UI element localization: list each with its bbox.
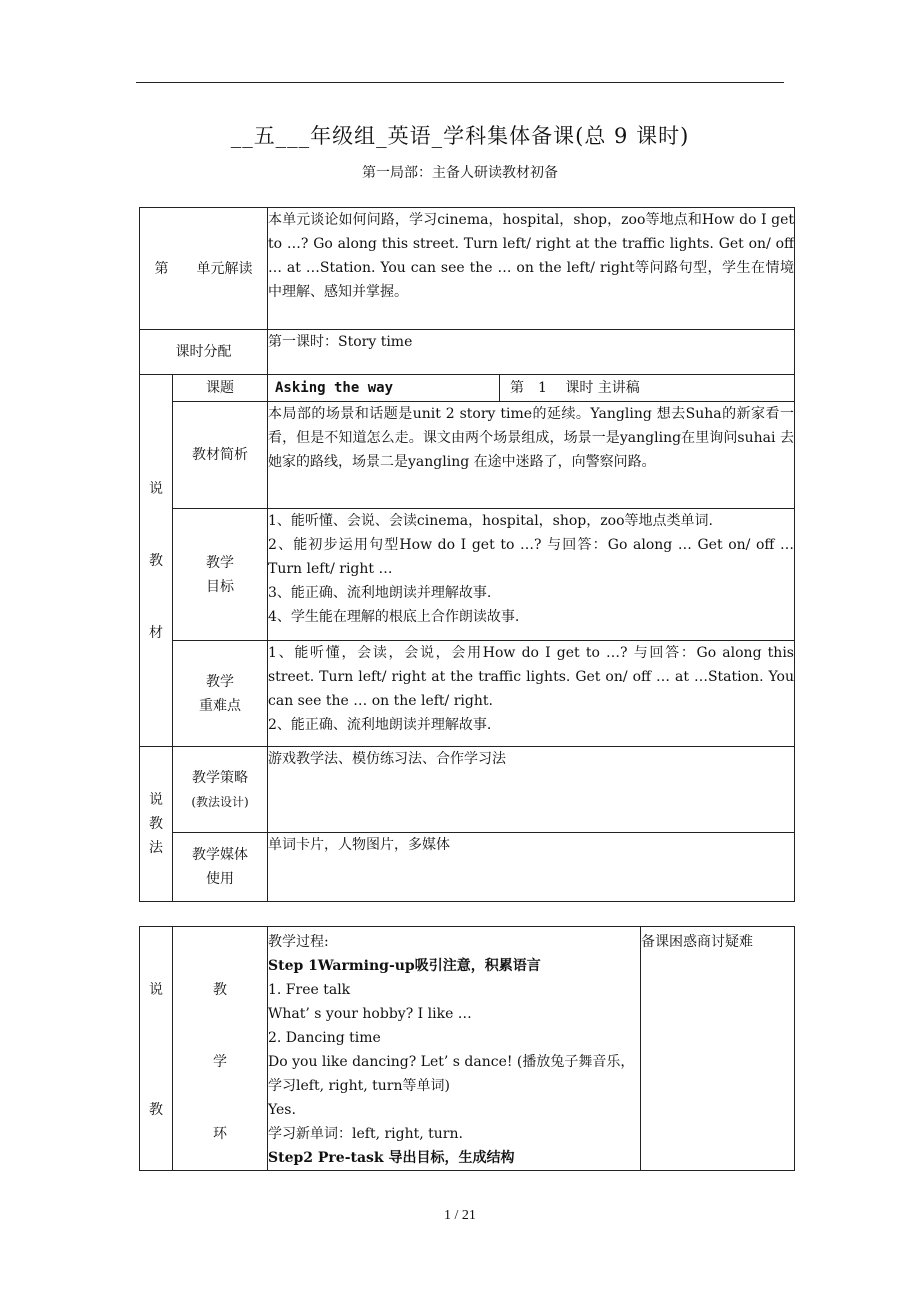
process-line: Do you like dancing? Let’ s dance! (播放兔子舞音乐，学习left, right, turn等单词) xyxy=(268,1054,635,1094)
process-line: Yes. xyxy=(268,1102,296,1118)
notes-label: 备课困惑商讨疑难 xyxy=(641,927,795,1171)
process-content xyxy=(268,927,641,1171)
goals-list xyxy=(268,509,795,641)
page-number: 1 / 21 xyxy=(444,1208,476,1223)
analysis-label: 教材简析 xyxy=(173,402,268,509)
process-line: 1. Free talk xyxy=(268,982,351,998)
media-text: 单词卡片，人物图片，多媒体 xyxy=(268,833,795,902)
keypoint-item: 1、能听懂，会读，会说，会用How do I get to …? 与回答：Go along this street. Turn left/ right at the traffic lights. Get on/ off … at …Station. You can see the … on the left/ right. xyxy=(268,645,794,709)
keypoints-list xyxy=(268,641,795,747)
goal-item: 4、学生能在理解的根底上合作朗读故事. xyxy=(268,609,520,625)
unit-label-cell xyxy=(140,208,268,330)
unit-text: 本单元谈论如何问路，学习cinema，hospital，shop，zoo等地点和How do I get to …? Go along this street. Turn left/ right at the traffic lights. Get on/ off … at …Station. You can see the … on the left/ right等问路句型，学生在情境中理解、感知并掌握。 xyxy=(268,208,795,330)
lesson-info: 第 1 课时 主讲稿 xyxy=(500,375,795,402)
strategy-label: 教学策略 xyxy=(192,769,248,786)
page-title: __五___年级组_英语_学科集体备课(总 9 课时) xyxy=(230,124,690,148)
topic-value: Asking the way xyxy=(268,375,500,402)
shuo-jiao-fa-label: 说 教 法 xyxy=(140,747,173,902)
process-line: What’ s your hobby? I like … xyxy=(268,1006,472,1022)
media-label: 教学媒体 使用 xyxy=(173,833,268,902)
goal-item: 2、能初步运用句型How do I get to …? 与回答：Go along … Get on/ off … Turn left/ right … xyxy=(268,537,794,577)
shuo-jiao-cai-label: 说 教 材 xyxy=(140,375,173,747)
jiao-xue-huan-label: 教 学 环 xyxy=(173,927,268,1171)
unit-label: 第 单元解读 xyxy=(154,260,253,277)
process-line: 教学过程: xyxy=(268,934,329,950)
strategy-text: 游戏教学法、模仿练习法、合作学习法 xyxy=(268,747,795,833)
goals-label: 教学 目标 xyxy=(173,509,268,641)
process-step-heading: Step 1Warming-up吸引注意，积累语言 xyxy=(268,958,541,974)
shuo-jiao-label: 说 教 xyxy=(140,927,173,1171)
analysis-text: 本局部的场景和话题是unit 2 story time的延续。Yangling 想去Suha的新家看一看，但是不知道怎么走。课文由两个场景组成，场景一是yangling在里询问suhai 去她家的路线，场景二是yangling 在途中迷路了，向警察问路。 xyxy=(268,402,795,509)
page-subtitle: 第一局部：主备人研读教材初备 xyxy=(362,165,558,181)
strategy-label-cell xyxy=(173,747,268,833)
teaching-process-table xyxy=(139,926,795,1171)
process-line: 2. Dancing time xyxy=(268,1030,381,1046)
keypoints-label: 教学 重难点 xyxy=(173,641,268,747)
goal-item: 3、能正确、流利地朗读并理解故事. xyxy=(268,585,492,601)
process-line: 学习新单词：left, right, turn. xyxy=(268,1126,463,1142)
period-label: 课时分配 xyxy=(140,330,268,375)
period-text: 第一课时：Story time xyxy=(268,330,795,375)
process-step-heading: Step2 Pre-task 导出目标，生成结构 xyxy=(268,1150,515,1166)
goal-item: 1、能听懂、会说、会读cinema，hospital，shop，zoo等地点类单词. xyxy=(268,513,713,529)
lesson-plan-table xyxy=(139,207,795,902)
topic-label: 课题 xyxy=(173,375,268,402)
strategy-sublabel: (教法设计) xyxy=(191,794,249,809)
keypoint-item: 2、能正确、流利地朗读并理解故事. xyxy=(268,717,492,733)
header-rule xyxy=(136,82,784,83)
